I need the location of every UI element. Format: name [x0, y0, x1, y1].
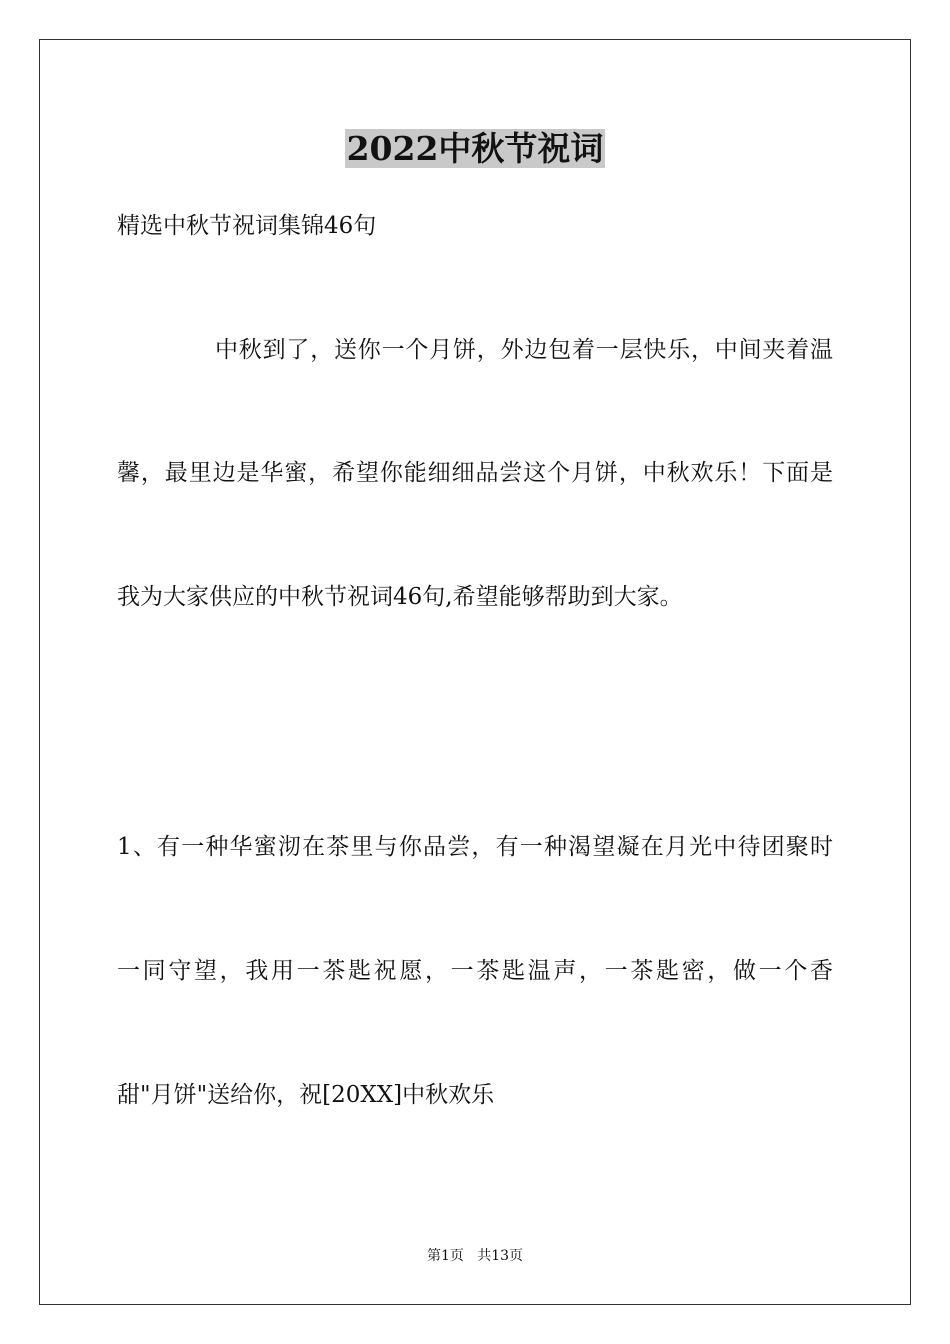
intro-line-2: 馨，最里边是华蜜，希望你能细细品尝这个月饼，中秋欢乐！下面是	[117, 460, 833, 486]
item1-line-2: 一同守望，我用一茶匙祝愿，一茶匙温声，一茶匙密，做一个香	[117, 958, 833, 984]
intro-line-1: 中秋到了，送你一个月饼，外边包着一层快乐，中间夹着温	[215, 337, 833, 363]
item1-line-3: 甜"月饼"送给你，祝[20XX]中秋欢乐	[117, 1082, 495, 1108]
document-subtitle: 精选中秋节祝词集锦46句	[117, 213, 377, 239]
page-number-footer: 第1页 共13页	[426, 1248, 524, 1264]
item1-line-1: 1、有一种华蜜沏在茶里与你品尝，有一种渴望凝在月光中待团聚时	[117, 834, 833, 860]
document-title-text: 2022中秋节祝词	[346, 129, 604, 168]
document-title	[0, 128, 950, 170]
intro-line-3: 我为大家供应的中秋节祝词46句,希望能够帮助到大家。	[117, 584, 683, 610]
